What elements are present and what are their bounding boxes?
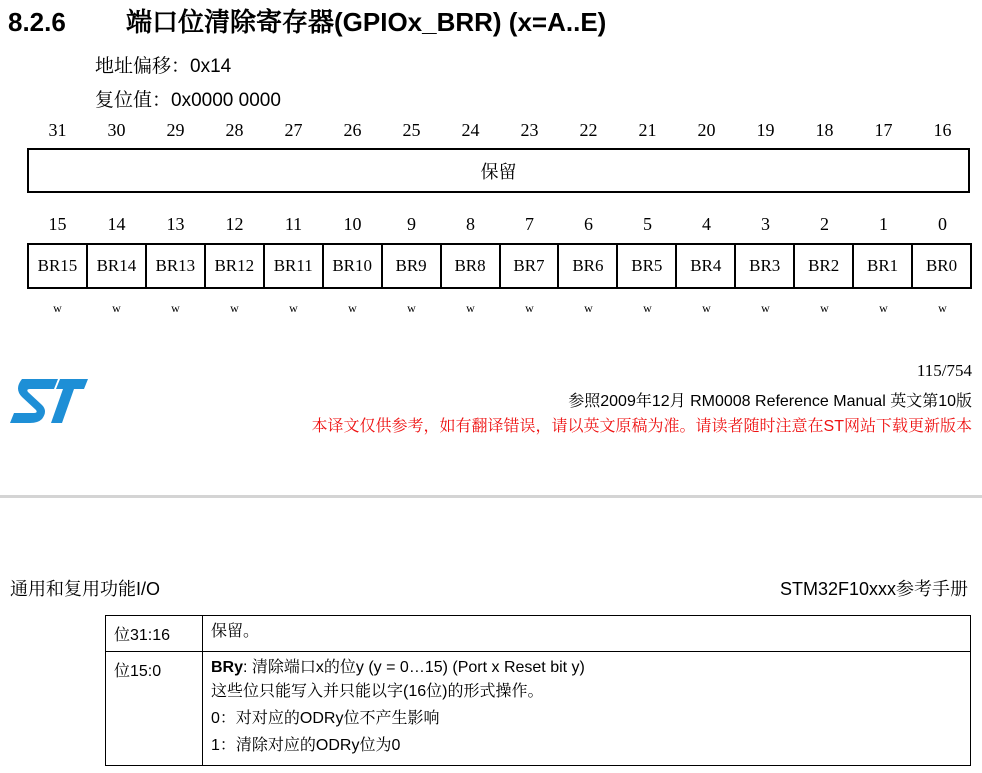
bit-number: 31: [48, 120, 67, 140]
reset-value-label: 复位值：: [95, 90, 172, 111]
bit-description-table: [105, 615, 971, 766]
field-cell: BR2: [795, 245, 854, 287]
access-type: w: [643, 301, 652, 315]
bit-number: 4: [702, 214, 711, 234]
translation-note: 本译文仅供参考，如有翻译错误，请以英文原稿为准。请读者随时注意在ST网站下载更新版本: [311, 418, 972, 435]
bit-number: 16: [933, 120, 952, 140]
access-type: w: [879, 301, 888, 315]
bit-number: 28: [225, 120, 244, 140]
page-number: 115/754: [916, 361, 972, 380]
field-cell: BR13: [147, 245, 206, 287]
st-logo-icon: [8, 375, 88, 427]
bit-number: 23: [520, 120, 539, 140]
bit-number: 10: [343, 214, 362, 234]
access-type: w: [525, 301, 534, 315]
bit-number: 25: [402, 120, 421, 140]
description-line: 0：对对应的ODRy位不产生影响: [211, 710, 440, 727]
bit-number: 17: [874, 120, 893, 140]
reserved-label: 保留: [480, 161, 517, 182]
address-offset: [95, 51, 231, 78]
reset-value: [95, 85, 281, 112]
bit-number: 14: [107, 214, 126, 234]
access-type: w: [938, 301, 947, 315]
field-cell: BR6: [559, 245, 618, 287]
bit-number: 1: [879, 214, 888, 234]
register-field-row: [27, 243, 972, 289]
reset-value-value: 0x0000 0000: [171, 90, 281, 111]
bit-number: 30: [107, 120, 126, 140]
description-line: 保留。: [211, 623, 260, 640]
access-type: w: [820, 301, 829, 315]
bit-number: 29: [166, 120, 185, 140]
access-type: w: [584, 301, 593, 315]
chapter-header: 通用和复用功能I/O: [10, 579, 161, 599]
description-cell: [203, 652, 971, 766]
lower-bit-numbers: [28, 214, 972, 235]
access-type: w: [112, 301, 121, 315]
description-line: 这些位只能写入并只能以字(16位)的形式操作。: [211, 683, 544, 700]
section-title: 端口位清除寄存器(GPIOx_BRR) (x=A..E): [126, 7, 607, 37]
access-type: w: [407, 301, 416, 315]
field-description: : 清除端口x的位y (y = 0…15) (Port x Reset bit y): [243, 659, 585, 676]
field-cell: BR14: [88, 245, 147, 287]
access-row: [28, 301, 972, 316]
field-cell: BR0: [925, 256, 958, 275]
reference-line: 参照2009年12月 RM0008 Reference Manual 英文第10版: [568, 393, 972, 410]
field-cell: BR3: [736, 245, 795, 287]
access-type: w: [348, 301, 357, 315]
page-separator: [0, 495, 982, 498]
description-cell: [203, 616, 971, 652]
bit-number: 22: [579, 120, 598, 140]
field-cell: BR9: [383, 245, 442, 287]
bit-number: 2: [820, 214, 829, 234]
field-title-line: [211, 658, 962, 678]
bit-number: 24: [461, 120, 480, 140]
bit-range-cell: 位31:16: [106, 616, 203, 652]
bit-number: 19: [756, 120, 775, 140]
access-type: w: [702, 301, 711, 315]
bit-number: 12: [225, 214, 244, 234]
section-number: 8.2.6: [8, 7, 66, 37]
access-type: w: [466, 301, 475, 315]
field-cell: BR5: [618, 245, 677, 287]
access-type: w: [53, 301, 62, 315]
bit-number: 27: [284, 120, 303, 140]
bit-number: 5: [643, 214, 652, 234]
bit-number: 6: [584, 214, 593, 234]
field-cell: BR10: [324, 245, 383, 287]
bit-number: 21: [638, 120, 657, 140]
access-type: w: [230, 301, 239, 315]
address-offset-value: 0x14: [190, 56, 232, 77]
bit-number: 26: [343, 120, 362, 140]
section-heading: [8, 2, 606, 39]
upper-bit-numbers: [28, 120, 972, 141]
field-cell: BR11: [265, 245, 324, 287]
access-type: w: [289, 301, 298, 315]
table-row: [106, 652, 971, 766]
bit-number: 13: [166, 214, 185, 234]
table-row: [106, 616, 971, 652]
manual-header: STM32F10xxx参考手册: [779, 579, 968, 599]
field-cell: BR8: [442, 245, 501, 287]
access-type: w: [171, 301, 180, 315]
field-cell: BR12: [206, 245, 265, 287]
access-type: w: [761, 301, 770, 315]
bit-number: 3: [761, 214, 770, 234]
bit-number: 18: [815, 120, 834, 140]
bit-number: 15: [48, 214, 67, 234]
bit-range-cell: 位15:0: [106, 652, 203, 766]
bit-number: 0: [938, 214, 947, 234]
bit-number: 8: [466, 214, 475, 234]
field-name: BRy: [211, 659, 244, 676]
bit-number: 7: [525, 214, 534, 234]
field-cell: BR15: [29, 245, 88, 287]
bit-number: 9: [407, 214, 416, 234]
field-cell: BR1: [854, 245, 913, 287]
reserved-field: [27, 148, 970, 193]
bit-number: 11: [284, 214, 303, 234]
bit-number: 20: [697, 120, 716, 140]
description-line: 1：清除对应的ODRy位为0: [211, 737, 401, 754]
address-offset-label: 地址偏移：: [95, 56, 191, 77]
field-cell: BR4: [677, 245, 736, 287]
field-cell: BR7: [501, 245, 560, 287]
